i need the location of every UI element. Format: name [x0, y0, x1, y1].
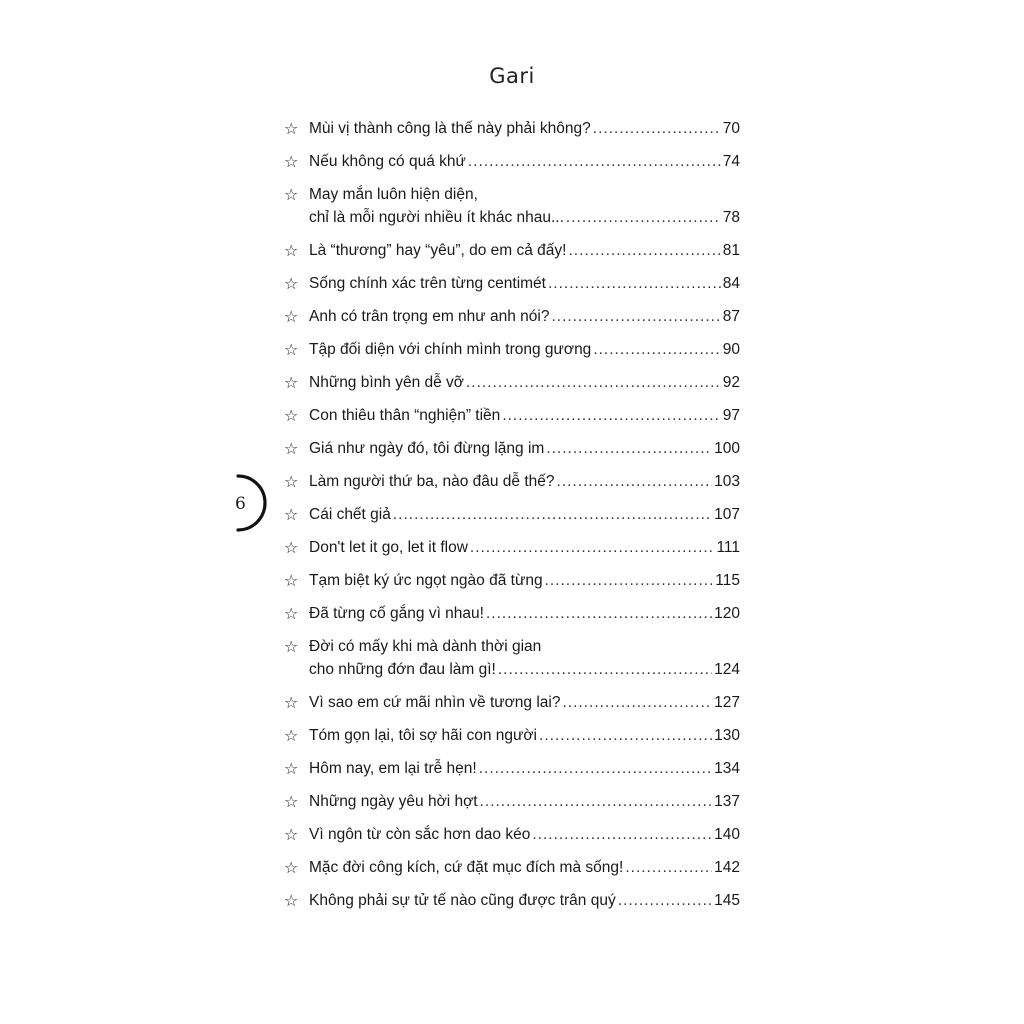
toc-entry — [284, 503, 740, 526]
toc-entry-title: Anh có trân trọng em như anh nói? — [309, 308, 550, 325]
toc-entry — [284, 724, 740, 747]
toc-entry-body — [309, 856, 740, 879]
toc-entry-title: Mặc đời công kích, cứ đặt mục đích mà sống! — [309, 859, 624, 876]
toc-entry-body — [309, 117, 740, 140]
toc-entry — [284, 404, 740, 427]
toc-entry-row — [309, 305, 740, 328]
star-outline-icon: ☆ — [284, 726, 299, 745]
dot-leader — [562, 691, 712, 714]
toc-entry — [284, 117, 740, 140]
table-of-contents — [284, 117, 740, 922]
star-outline-icon: ☆ — [284, 152, 299, 171]
toc-entry — [284, 602, 740, 625]
toc-page-number: 140 — [714, 826, 740, 843]
star-outline-icon: ☆ — [284, 274, 299, 293]
toc-entry-title: Những ngày yêu hời hợt — [309, 793, 478, 810]
toc-page-number: 130 — [714, 727, 740, 744]
toc-entry-body — [309, 823, 740, 846]
toc-entry-body — [309, 150, 740, 173]
dot-leader — [551, 305, 720, 328]
toc-entry-body — [309, 404, 740, 427]
toc-page-number: 87 — [722, 308, 740, 325]
dot-leader — [470, 536, 715, 559]
dot-leader — [568, 239, 720, 262]
toc-entry — [284, 790, 740, 813]
toc-entry — [284, 272, 740, 295]
dot-leader — [593, 117, 721, 140]
star-outline-icon: ☆ — [284, 185, 299, 204]
toc-entry-row — [309, 889, 740, 912]
star-outline-icon: ☆ — [284, 406, 299, 425]
toc-entry-body — [309, 272, 740, 295]
toc-entry-title: Vì sao em cứ mãi nhìn về tương lai? — [309, 694, 561, 711]
toc-entry — [284, 338, 740, 361]
star-outline-icon: ☆ — [284, 307, 299, 326]
toc-page-number: 70 — [722, 120, 740, 137]
star-outline-icon: ☆ — [284, 693, 299, 712]
toc-entry-row — [309, 404, 740, 427]
toc-entry-row — [309, 272, 740, 295]
toc-entry — [284, 889, 740, 912]
toc-page-number: 120 — [714, 605, 740, 622]
dot-leader — [625, 856, 712, 879]
toc-entry — [284, 150, 740, 173]
toc-page-number: 81 — [722, 242, 740, 259]
toc-entry — [284, 371, 740, 394]
toc-entry-title: Không phải sự tử tế nào cũng được trân quý — [309, 892, 616, 909]
toc-entry-title: Cái chết giả — [309, 506, 391, 523]
toc-page-number: 107 — [714, 506, 740, 523]
toc-entry-row — [309, 757, 740, 780]
toc-entry-title: Giá như ngày đó, tôi đừng lặng im — [309, 440, 545, 457]
star-outline-icon: ☆ — [284, 538, 299, 557]
dot-leader — [593, 338, 720, 361]
toc-entry-body — [309, 569, 740, 592]
toc-entry-body — [309, 338, 740, 361]
toc-entry — [284, 757, 740, 780]
toc-entry-row — [309, 823, 740, 846]
toc-entry-row — [309, 602, 740, 625]
toc-page-number: 90 — [722, 341, 740, 358]
toc-entry — [284, 470, 740, 493]
toc-page-number: 97 — [722, 407, 740, 424]
dot-leader — [545, 569, 714, 592]
toc-entry-title: Sống chính xác trên từng centimét — [309, 275, 546, 292]
dot-leader — [466, 371, 721, 394]
star-outline-icon: ☆ — [284, 792, 299, 811]
toc-entry — [284, 305, 740, 328]
toc-entry-row — [309, 470, 740, 493]
running-title: Gari — [489, 64, 535, 88]
star-outline-icon: ☆ — [284, 472, 299, 491]
toc-entry-row — [309, 856, 740, 879]
dot-leader — [479, 757, 712, 780]
toc-entry-body — [309, 724, 740, 747]
toc-entry-row — [309, 658, 740, 681]
toc-entry — [284, 569, 740, 592]
toc-page-number: 78 — [722, 209, 740, 226]
star-outline-icon: ☆ — [284, 505, 299, 524]
toc-entry-body — [309, 183, 740, 229]
toc-entry-row — [309, 503, 740, 526]
toc-page-number: 111 — [716, 539, 740, 556]
toc-page-number: 134 — [714, 760, 740, 777]
toc-page-number: 103 — [714, 473, 740, 490]
toc-entry-body — [309, 635, 740, 681]
toc-entry-body — [309, 889, 740, 912]
toc-entry-title: Nếu không có quá khứ — [309, 153, 466, 170]
star-outline-icon: ☆ — [284, 891, 299, 910]
toc-entry-title: Tạm biệt ký ức ngọt ngào đã từng — [309, 572, 543, 589]
toc-entry — [284, 536, 740, 559]
toc-entry-title: Tập đối diện với chính mình trong gương — [309, 341, 592, 358]
star-outline-icon: ☆ — [284, 604, 299, 623]
dot-leader — [546, 437, 712, 460]
toc-entry-row — [309, 691, 740, 714]
toc-entry — [284, 183, 740, 229]
dot-leader — [539, 724, 712, 747]
toc-entry-body — [309, 536, 740, 559]
toc-entry-body — [309, 305, 740, 328]
toc-entry-row — [309, 150, 740, 173]
toc-entry-title: chỉ là mỗi người nhiều ít khác nhau... — [309, 209, 564, 226]
toc-entry-row — [309, 371, 740, 394]
toc-entry-title: Tóm gọn lại, tôi sợ hãi con người — [309, 727, 538, 744]
dot-leader — [557, 470, 713, 493]
dot-leader — [502, 404, 720, 427]
dot-leader — [498, 658, 712, 681]
dot-leader — [486, 602, 712, 625]
toc-entry-title: Là “thương” hay “yêu”, do em cả đấy! — [309, 242, 567, 259]
toc-page-number: 115 — [715, 572, 740, 589]
star-outline-icon: ☆ — [284, 825, 299, 844]
dot-leader — [618, 889, 712, 912]
toc-entry-body — [309, 371, 740, 394]
star-outline-icon: ☆ — [284, 637, 299, 656]
toc-entry-body — [309, 503, 740, 526]
toc-entry-title: Con thiêu thân “nghiện” tiền — [309, 407, 501, 424]
toc-entry-title: Mùi vị thành công là thế này phải không? — [309, 120, 591, 137]
star-outline-icon: ☆ — [284, 858, 299, 877]
star-outline-icon: ☆ — [284, 439, 299, 458]
toc-entry-row — [309, 790, 740, 813]
toc-page-number: 124 — [714, 661, 740, 678]
star-outline-icon: ☆ — [284, 340, 299, 359]
toc-entry-title: Vì ngôn từ còn sắc hơn dao kéo — [309, 826, 531, 843]
toc-entry-row — [309, 117, 740, 140]
toc-entry — [284, 635, 740, 681]
toc-page-number: 100 — [714, 440, 740, 457]
toc-entry — [284, 823, 740, 846]
toc-entry-body — [309, 470, 740, 493]
page-number: 6 — [235, 494, 246, 514]
toc-page-number: 142 — [714, 859, 740, 876]
star-outline-icon: ☆ — [284, 241, 299, 260]
toc-entry — [284, 856, 740, 879]
toc-entry-title-line: Đời có mấy khi mà dành thời gian — [309, 638, 542, 655]
toc-entry-body — [309, 790, 740, 813]
toc-entry-row — [309, 239, 740, 262]
toc-entry-title: Don't let it go, let it flow — [309, 539, 468, 556]
toc-entry — [284, 691, 740, 714]
toc-entry-row — [309, 437, 740, 460]
dot-leader — [393, 503, 712, 526]
toc-entry-body — [309, 437, 740, 460]
dot-leader — [548, 272, 721, 295]
toc-entry-title-line: May mắn luôn hiện diện, — [309, 186, 478, 203]
toc-entry-row — [309, 338, 740, 361]
star-outline-icon: ☆ — [284, 373, 299, 392]
star-outline-icon: ☆ — [284, 119, 299, 138]
toc-entry-body — [309, 239, 740, 262]
toc-page-number: 145 — [714, 892, 740, 909]
star-outline-icon: ☆ — [284, 759, 299, 778]
toc-entry-row — [309, 569, 740, 592]
toc-entry-title: Những bình yên dễ vỡ — [309, 374, 464, 391]
dot-leader — [480, 790, 713, 813]
star-outline-icon: ☆ — [284, 571, 299, 590]
toc-entry — [284, 437, 740, 460]
toc-entry-title: Hôm nay, em lại trễ hẹn! — [309, 760, 477, 777]
toc-entry-title: Làm người thứ ba, nào đâu dễ thế? — [309, 473, 555, 490]
toc-entry-body — [309, 757, 740, 780]
toc-entry-body — [309, 691, 740, 714]
toc-page-number: 84 — [722, 275, 740, 292]
toc-entry-body — [309, 602, 740, 625]
toc-page-number: 74 — [722, 153, 740, 170]
dot-leader — [532, 823, 712, 846]
toc-page-number: 137 — [714, 793, 740, 810]
toc-entry-title: Đã từng cố gắng vì nhau! — [309, 605, 484, 622]
dot-leader — [468, 150, 721, 173]
dot-leader — [566, 206, 721, 229]
toc-entry — [284, 239, 740, 262]
toc-page-number: 92 — [722, 374, 740, 391]
toc-entry-row — [309, 724, 740, 747]
toc-entry-row — [309, 536, 740, 559]
toc-entry-title: cho những đớn đau làm gì! — [309, 661, 496, 678]
toc-entry-row — [309, 206, 740, 229]
toc-page-number: 127 — [714, 694, 740, 711]
